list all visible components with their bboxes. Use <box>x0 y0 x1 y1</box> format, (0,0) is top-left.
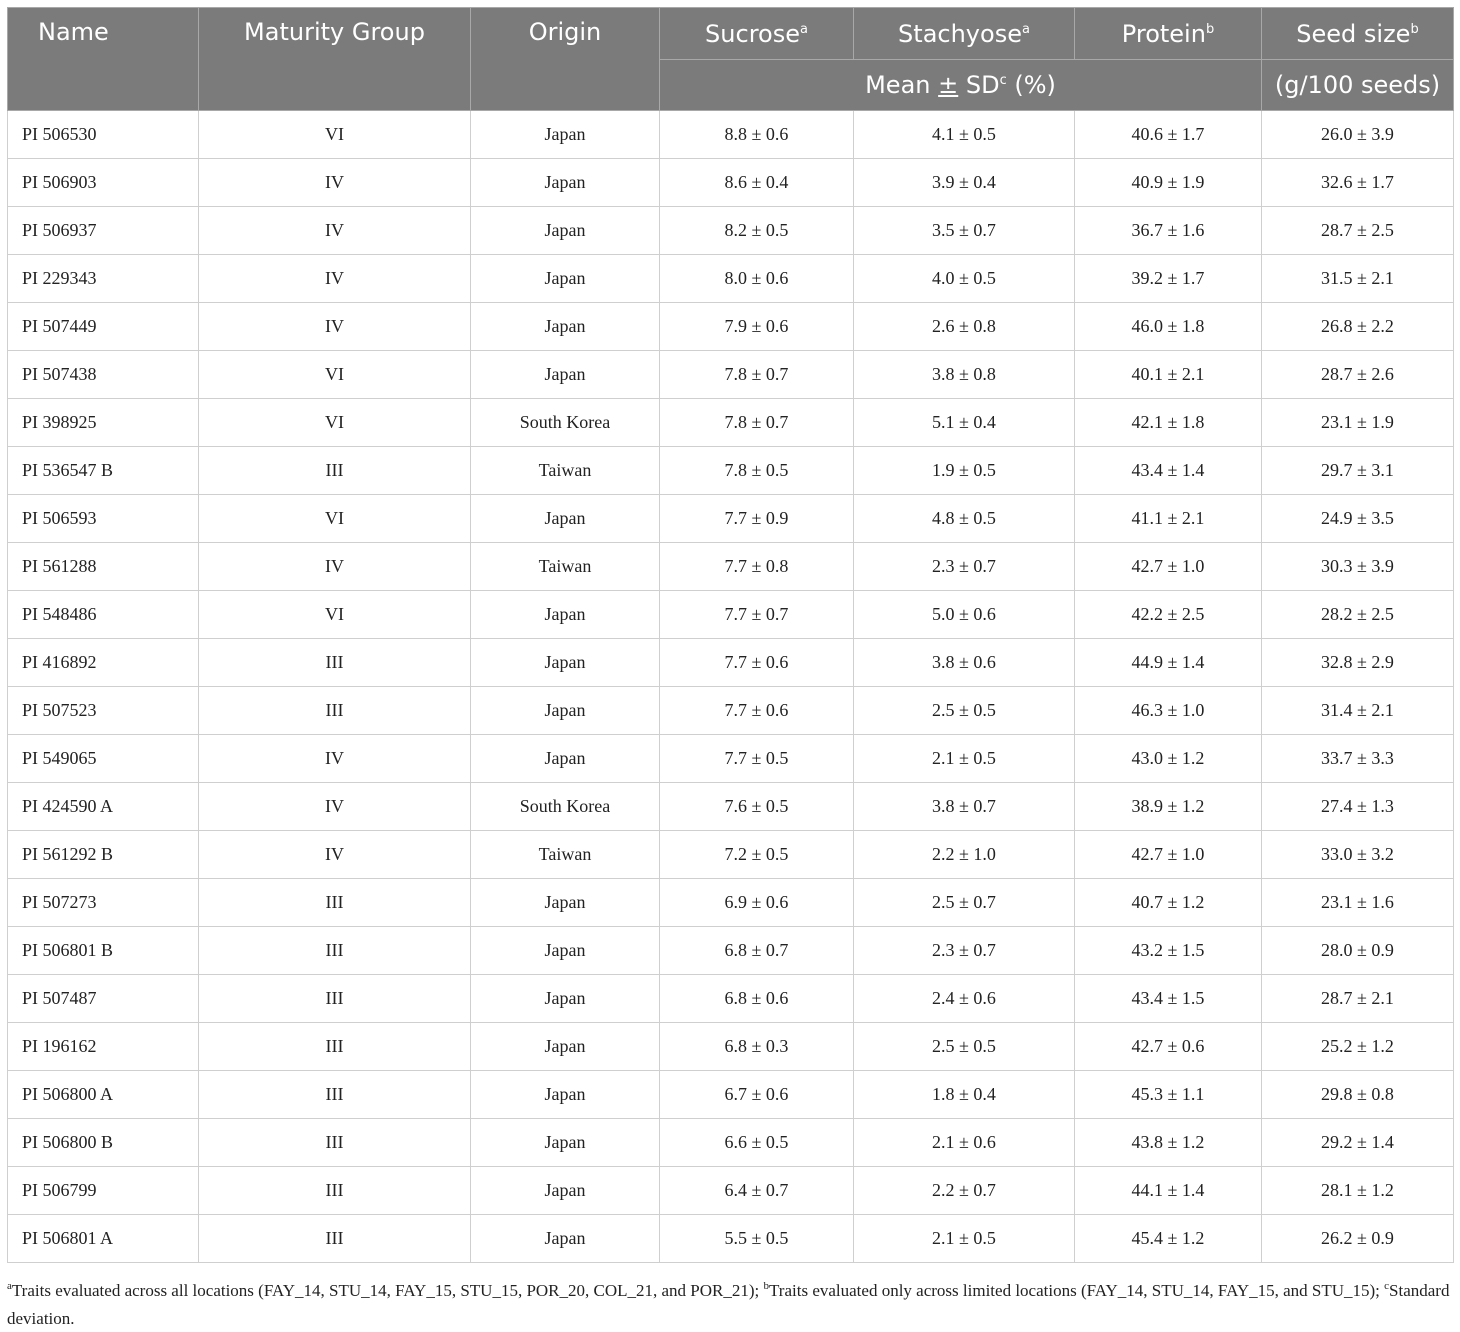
cell-sucrose: 5.5 ± 0.5 <box>660 1215 854 1263</box>
cell-origin: Japan <box>471 255 660 303</box>
table-row <box>8 495 1454 543</box>
cell-stachyose: 2.4 ± 0.6 <box>854 975 1075 1023</box>
cell-seed-size: 28.2 ± 2.5 <box>1262 591 1454 639</box>
table-body <box>8 111 1454 1263</box>
cell-origin: Japan <box>471 927 660 975</box>
cell-sucrose: 7.7 ± 0.6 <box>660 639 854 687</box>
cell-name: PI 561292 B <box>8 831 199 879</box>
cell-sucrose: 7.9 ± 0.6 <box>660 303 854 351</box>
cell-protein: 42.7 ± 1.0 <box>1075 543 1262 591</box>
cell-sucrose: 7.7 ± 0.6 <box>660 687 854 735</box>
cell-maturity-group: III <box>199 1023 471 1071</box>
cell-seed-size: 28.0 ± 0.9 <box>1262 927 1454 975</box>
cell-origin: Taiwan <box>471 543 660 591</box>
table-row <box>8 1215 1454 1263</box>
cell-sucrose: 8.6 ± 0.4 <box>660 159 854 207</box>
cell-stachyose: 2.2 ± 1.0 <box>854 831 1075 879</box>
cell-origin: Japan <box>471 687 660 735</box>
cell-protein: 42.7 ± 0.6 <box>1075 1023 1262 1071</box>
cell-maturity-group: III <box>199 1119 471 1167</box>
header-sucrose: Sucrose$^a$ <box>660 8 854 60</box>
table-row <box>8 111 1454 159</box>
table-row <box>8 687 1454 735</box>
cell-name: PI 506799 <box>8 1167 199 1215</box>
cell-sucrose: 6.6 ± 0.5 <box>660 1119 854 1167</box>
table-row <box>8 975 1454 1023</box>
table-row <box>8 447 1454 495</box>
cell-stachyose: 2.5 ± 0.5 <box>854 1023 1075 1071</box>
header-stachyose: Stachyose$^a$ <box>854 8 1075 60</box>
cell-protein: 42.2 ± 2.5 <box>1075 591 1262 639</box>
cell-seed-size: 32.8 ± 2.9 <box>1262 639 1454 687</box>
cell-stachyose: 3.5 ± 0.7 <box>854 207 1075 255</box>
cell-protein: 44.9 ± 1.4 <box>1075 639 1262 687</box>
cell-name: PI 506937 <box>8 207 199 255</box>
cell-maturity-group: III <box>199 687 471 735</box>
header-name: Name <box>8 8 199 111</box>
cell-name: PI 507487 <box>8 975 199 1023</box>
cell-seed-size: 29.2 ± 1.4 <box>1262 1119 1454 1167</box>
cell-seed-size: 32.6 ± 1.7 <box>1262 159 1454 207</box>
cell-name: PI 506801 A <box>8 1215 199 1263</box>
cell-stachyose: 2.3 ± 0.7 <box>854 927 1075 975</box>
cell-stachyose: 4.1 ± 0.5 <box>854 111 1075 159</box>
cell-maturity-group: III <box>199 639 471 687</box>
cell-name: PI 506530 <box>8 111 199 159</box>
header-maturity-group: Maturity Group <box>199 8 471 111</box>
cell-sucrose: 6.8 ± 0.7 <box>660 927 854 975</box>
table-row <box>8 207 1454 255</box>
cell-stachyose: 5.1 ± 0.4 <box>854 399 1075 447</box>
cell-origin: Taiwan <box>471 831 660 879</box>
cell-stachyose: 2.1 ± 0.5 <box>854 1215 1075 1263</box>
cell-sucrose: 6.8 ± 0.6 <box>660 975 854 1023</box>
cell-protein: 40.1 ± 2.1 <box>1075 351 1262 399</box>
cell-maturity-group: III <box>199 1071 471 1119</box>
cell-origin: Japan <box>471 351 660 399</box>
cell-maturity-group: III <box>199 975 471 1023</box>
cell-origin: South Korea <box>471 399 660 447</box>
cell-name: PI 507449 <box>8 303 199 351</box>
cell-sucrose: 8.8 ± 0.6 <box>660 111 854 159</box>
cell-origin: Japan <box>471 879 660 927</box>
cell-origin: Japan <box>471 111 660 159</box>
cell-protein: 42.1 ± 1.8 <box>1075 399 1262 447</box>
cell-maturity-group: III <box>199 1167 471 1215</box>
table-header <box>8 8 1454 111</box>
cell-stachyose: 2.3 ± 0.7 <box>854 543 1075 591</box>
table-row <box>8 639 1454 687</box>
table-row <box>8 303 1454 351</box>
cell-name: PI 561288 <box>8 543 199 591</box>
header-origin: Origin <box>471 8 660 111</box>
cell-maturity-group: VI <box>199 591 471 639</box>
cell-name: PI 506800 B <box>8 1119 199 1167</box>
cell-seed-size: 33.7 ± 3.3 <box>1262 735 1454 783</box>
cell-sucrose: 7.7 ± 0.5 <box>660 735 854 783</box>
cell-protein: 43.8 ± 1.2 <box>1075 1119 1262 1167</box>
cell-origin: Japan <box>471 735 660 783</box>
cell-seed-size: 33.0 ± 3.2 <box>1262 831 1454 879</box>
cell-stachyose: 4.0 ± 0.5 <box>854 255 1075 303</box>
table-row <box>8 1167 1454 1215</box>
table-row <box>8 879 1454 927</box>
table-row <box>8 1119 1454 1167</box>
cell-sucrose: 7.8 ± 0.5 <box>660 447 854 495</box>
cell-name: PI 548486 <box>8 591 199 639</box>
cell-protein: 40.9 ± 1.9 <box>1075 159 1262 207</box>
cell-name: PI 506903 <box>8 159 199 207</box>
cell-protein: 41.1 ± 2.1 <box>1075 495 1262 543</box>
table-row <box>8 543 1454 591</box>
header-mean-sd: Mean ± $SD^c$ (%) <box>660 60 1262 111</box>
table-row <box>8 255 1454 303</box>
cell-seed-size: 28.1 ± 1.2 <box>1262 1167 1454 1215</box>
cell-name: PI 229343 <box>8 255 199 303</box>
cell-maturity-group: IV <box>199 543 471 591</box>
table-row <box>8 399 1454 447</box>
table-row <box>8 1071 1454 1119</box>
cell-protein: 44.1 ± 1.4 <box>1075 1167 1262 1215</box>
cell-maturity-group: IV <box>199 831 471 879</box>
cell-sucrose: 7.6 ± 0.5 <box>660 783 854 831</box>
cell-name: PI 507523 <box>8 687 199 735</box>
cell-sucrose: 7.7 ± 0.7 <box>660 591 854 639</box>
table-row <box>8 591 1454 639</box>
cell-maturity-group: IV <box>199 159 471 207</box>
cell-origin: Japan <box>471 495 660 543</box>
cell-sucrose: 7.2 ± 0.5 <box>660 831 854 879</box>
cell-seed-size: 28.7 ± 2.6 <box>1262 351 1454 399</box>
cell-maturity-group: IV <box>199 207 471 255</box>
cell-stachyose: 3.8 ± 0.7 <box>854 783 1075 831</box>
cell-stachyose: 1.9 ± 0.5 <box>854 447 1075 495</box>
cell-name: PI 398925 <box>8 399 199 447</box>
cell-stachyose: 2.2 ± 0.7 <box>854 1167 1075 1215</box>
cell-maturity-group: IV <box>199 255 471 303</box>
cell-seed-size: 31.5 ± 2.1 <box>1262 255 1454 303</box>
cell-origin: Japan <box>471 1071 660 1119</box>
cell-maturity-group: III <box>199 879 471 927</box>
cell-name: PI 506593 <box>8 495 199 543</box>
cell-origin: Japan <box>471 591 660 639</box>
header-protein: Protein$^b$ <box>1075 8 1262 60</box>
header-seed-size: Seed size$^b$ <box>1262 8 1454 60</box>
cell-protein: 43.4 ± 1.4 <box>1075 447 1262 495</box>
cell-sucrose: 8.0 ± 0.6 <box>660 255 854 303</box>
cell-origin: Japan <box>471 1119 660 1167</box>
cell-seed-size: 26.0 ± 3.9 <box>1262 111 1454 159</box>
cell-maturity-group: IV <box>199 783 471 831</box>
cell-stachyose: 2.1 ± 0.5 <box>854 735 1075 783</box>
cell-name: PI 506801 B <box>8 927 199 975</box>
table-row <box>8 831 1454 879</box>
table-row <box>8 351 1454 399</box>
cell-maturity-group: VI <box>199 351 471 399</box>
cell-maturity-group: VI <box>199 111 471 159</box>
cell-seed-size: 28.7 ± 2.5 <box>1262 207 1454 255</box>
data-table-container <box>7 7 1453 1263</box>
cell-name: PI 507438 <box>8 351 199 399</box>
cell-sucrose: 6.4 ± 0.7 <box>660 1167 854 1215</box>
cell-seed-size: 23.1 ± 1.6 <box>1262 879 1454 927</box>
cell-stachyose: 3.9 ± 0.4 <box>854 159 1075 207</box>
cell-seed-size: 31.4 ± 2.1 <box>1262 687 1454 735</box>
cell-origin: Japan <box>471 207 660 255</box>
cell-protein: 43.0 ± 1.2 <box>1075 735 1262 783</box>
cell-stachyose: 5.0 ± 0.6 <box>854 591 1075 639</box>
cell-origin: Japan <box>471 1023 660 1071</box>
cell-origin: Japan <box>471 639 660 687</box>
cell-origin: Japan <box>471 1215 660 1263</box>
cell-sucrose: 6.7 ± 0.6 <box>660 1071 854 1119</box>
data-table <box>7 7 1454 1263</box>
cell-protein: 43.4 ± 1.5 <box>1075 975 1262 1023</box>
cell-protein: 38.9 ± 1.2 <box>1075 783 1262 831</box>
cell-seed-size: 23.1 ± 1.9 <box>1262 399 1454 447</box>
table-row <box>8 735 1454 783</box>
cell-sucrose: 6.8 ± 0.3 <box>660 1023 854 1071</box>
table-row <box>8 783 1454 831</box>
cell-seed-size: 28.7 ± 2.1 <box>1262 975 1454 1023</box>
cell-stachyose: 3.8 ± 0.8 <box>854 351 1075 399</box>
cell-seed-size: 24.9 ± 3.5 <box>1262 495 1454 543</box>
cell-protein: 40.6 ± 1.7 <box>1075 111 1262 159</box>
cell-stachyose: 2.1 ± 0.6 <box>854 1119 1075 1167</box>
cell-name: PI 536547 B <box>8 447 199 495</box>
cell-stachyose: 4.8 ± 0.5 <box>854 495 1075 543</box>
table-row <box>8 159 1454 207</box>
table-footnote: $^a$Traits evaluated across all locations (FAY_14, STU_14, FAY_15, STU_15, POR_20, COL_21, and POR_21); $^b$Traits evaluated only across limited locations (FAY_14, STU_14, FAY_15, and STU_15); $^c$Standard deviation. <box>7 1280 1450 1328</box>
cell-stachyose: 2.5 ± 0.5 <box>854 687 1075 735</box>
cell-origin: Taiwan <box>471 447 660 495</box>
cell-origin: Japan <box>471 1167 660 1215</box>
cell-seed-size: 29.7 ± 3.1 <box>1262 447 1454 495</box>
cell-seed-size: 29.8 ± 0.8 <box>1262 1071 1454 1119</box>
cell-stachyose: 3.8 ± 0.6 <box>854 639 1075 687</box>
cell-sucrose: 8.2 ± 0.5 <box>660 207 854 255</box>
table-row <box>8 927 1454 975</box>
table-row <box>8 1023 1454 1071</box>
cell-maturity-group: III <box>199 1215 471 1263</box>
cell-protein: 39.2 ± 1.7 <box>1075 255 1262 303</box>
cell-sucrose: 7.7 ± 0.8 <box>660 543 854 591</box>
cell-name: PI 416892 <box>8 639 199 687</box>
cell-protein: 43.2 ± 1.5 <box>1075 927 1262 975</box>
cell-sucrose: 7.8 ± 0.7 <box>660 351 854 399</box>
cell-stachyose: 1.8 ± 0.4 <box>854 1071 1075 1119</box>
cell-stachyose: 2.6 ± 0.8 <box>854 303 1075 351</box>
cell-maturity-group: IV <box>199 303 471 351</box>
header-seed-units: (g/100 seeds) <box>1262 60 1454 111</box>
cell-origin: South Korea <box>471 783 660 831</box>
cell-maturity-group: III <box>199 447 471 495</box>
cell-seed-size: 26.8 ± 2.2 <box>1262 303 1454 351</box>
cell-sucrose: 7.7 ± 0.9 <box>660 495 854 543</box>
cell-protein: 46.0 ± 1.8 <box>1075 303 1262 351</box>
cell-name: PI 196162 <box>8 1023 199 1071</box>
cell-seed-size: 27.4 ± 1.3 <box>1262 783 1454 831</box>
cell-name: PI 507273 <box>8 879 199 927</box>
cell-maturity-group: III <box>199 927 471 975</box>
cell-sucrose: 7.8 ± 0.7 <box>660 399 854 447</box>
cell-seed-size: 25.2 ± 1.2 <box>1262 1023 1454 1071</box>
cell-name: PI 424590 A <box>8 783 199 831</box>
cell-protein: 36.7 ± 1.6 <box>1075 207 1262 255</box>
cell-protein: 46.3 ± 1.0 <box>1075 687 1262 735</box>
cell-maturity-group: VI <box>199 495 471 543</box>
cell-name: PI 506800 A <box>8 1071 199 1119</box>
cell-sucrose: 6.9 ± 0.6 <box>660 879 854 927</box>
cell-seed-size: 30.3 ± 3.9 <box>1262 543 1454 591</box>
cell-origin: Japan <box>471 975 660 1023</box>
cell-origin: Japan <box>471 303 660 351</box>
cell-name: PI 549065 <box>8 735 199 783</box>
cell-protein: 40.7 ± 1.2 <box>1075 879 1262 927</box>
cell-protein: 45.3 ± 1.1 <box>1075 1071 1262 1119</box>
cell-seed-size: 26.2 ± 0.9 <box>1262 1215 1454 1263</box>
cell-maturity-group: IV <box>199 735 471 783</box>
cell-maturity-group: VI <box>199 399 471 447</box>
cell-stachyose: 2.5 ± 0.7 <box>854 879 1075 927</box>
cell-protein: 45.4 ± 1.2 <box>1075 1215 1262 1263</box>
cell-origin: Japan <box>471 159 660 207</box>
cell-protein: 42.7 ± 1.0 <box>1075 831 1262 879</box>
